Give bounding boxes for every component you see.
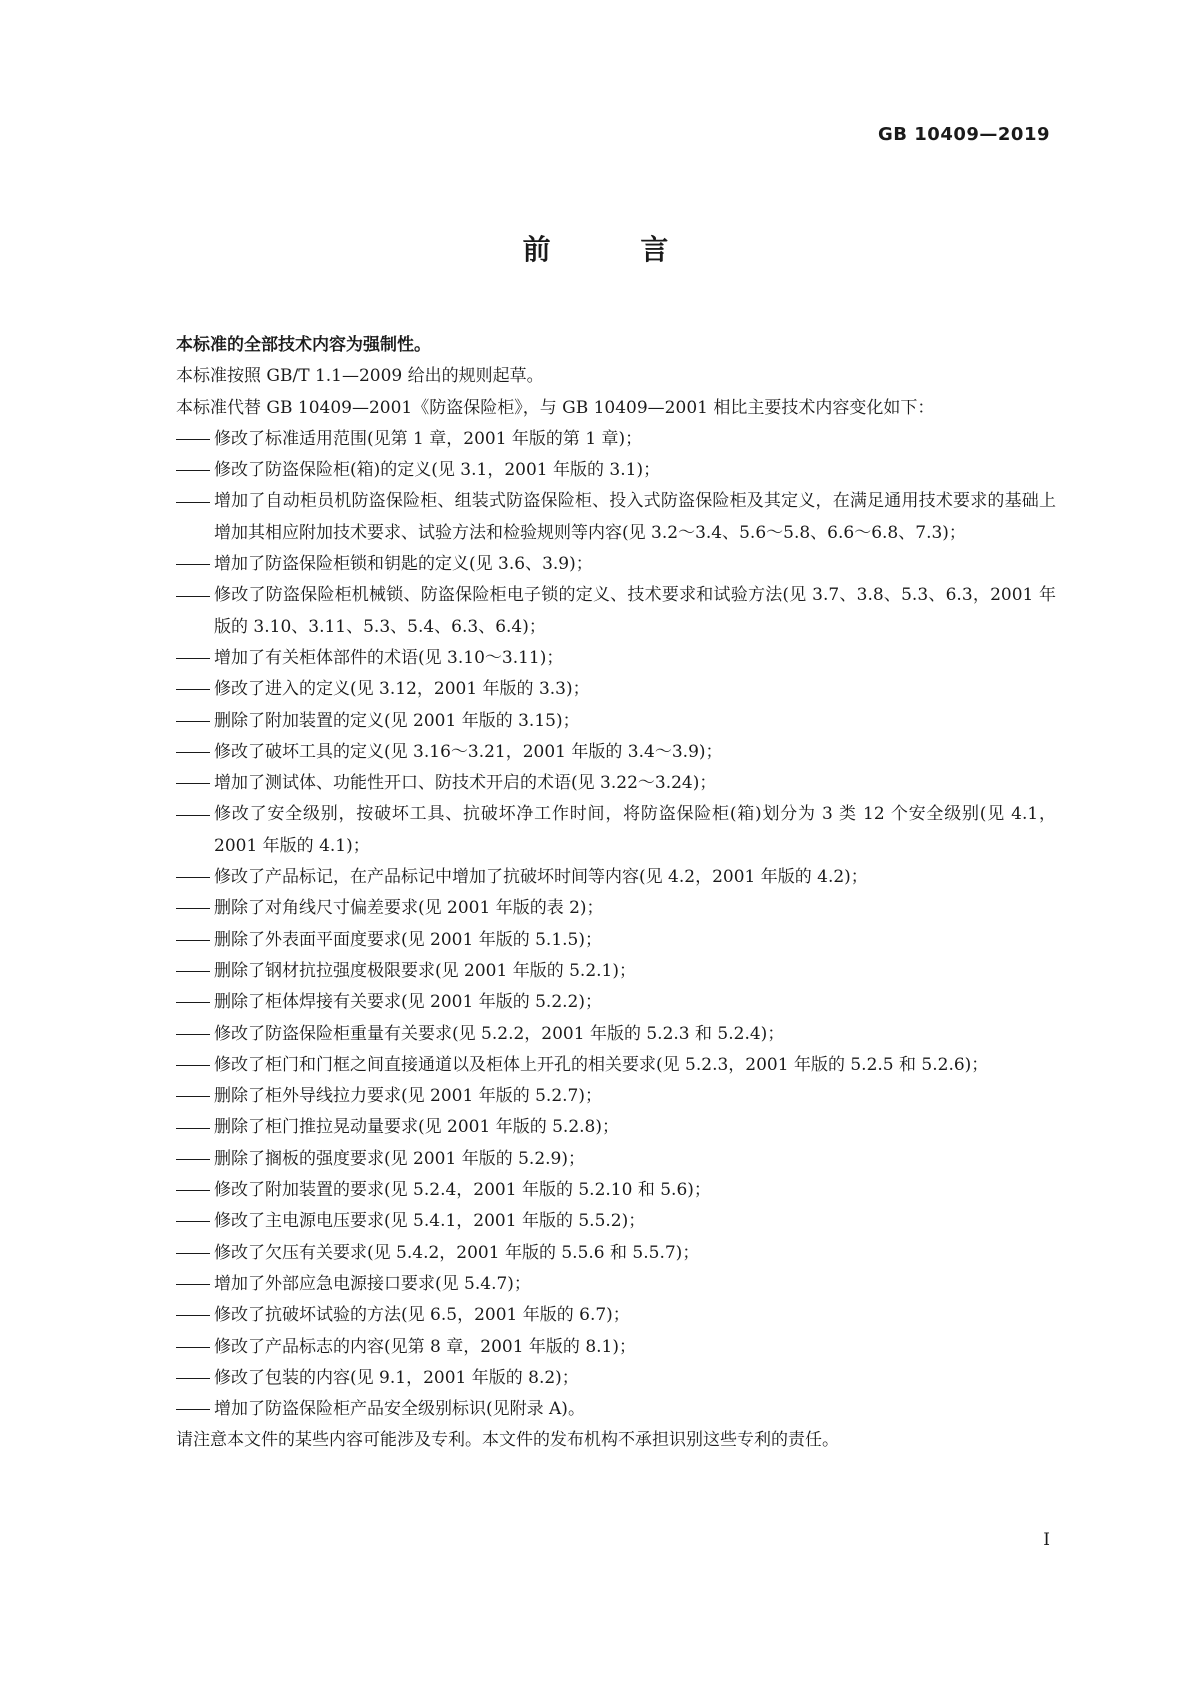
change-item-text: 修改了产品标志的内容(见第 8 章，2001 年版的 8.1)； xyxy=(214,1336,636,1357)
change-item xyxy=(176,799,1056,862)
change-item xyxy=(176,1332,1056,1363)
em-dash-marker xyxy=(176,455,214,486)
change-item xyxy=(176,1363,1056,1394)
change-item-text: 修改了附加装置的要求(见 5.2.4，2001 年版的 5.2.10 和 5.6)； xyxy=(214,1180,711,1201)
change-item xyxy=(176,1081,1056,1112)
change-item xyxy=(176,455,1056,486)
em-dash-marker xyxy=(176,1081,214,1112)
change-item-text: 删除了柜外导线拉力要求(见 2001 年版的 5.2.7)； xyxy=(214,1086,602,1107)
em-dash-marker xyxy=(176,549,214,580)
em-dash-marker xyxy=(176,706,214,737)
change-item xyxy=(176,956,1056,987)
change-item-text: 修改了产品标记，在产品标记中增加了抗破坏时间等内容(见 4.2，2001 年版的 4.2)； xyxy=(214,867,868,888)
changes-list xyxy=(176,424,1056,1426)
change-item-text: 修改了安全级别，按破坏工具、抗破坏净工作时间，将防盗保险柜(箱)划分为 3 类 12 个安全级别(见 4.1，2001 年版的 4.1)； xyxy=(214,804,1056,856)
em-dash-marker xyxy=(176,1332,214,1363)
em-dash-marker xyxy=(176,768,214,799)
change-item-text: 修改了包装的内容(见 9.1，2001 年版的 8.2)； xyxy=(214,1367,579,1388)
change-item xyxy=(176,580,1056,643)
change-item-text: 删除了钢材抗拉强度极限要求(见 2001 年版的 5.2.1)； xyxy=(214,960,636,981)
change-item-text: 增加了外部应急电源接口要求(见 5.4.7)； xyxy=(214,1273,531,1294)
em-dash-marker xyxy=(176,486,214,517)
change-item xyxy=(176,674,1056,705)
change-item-text: 删除了搁板的强度要求(见 2001 年版的 5.2.9)； xyxy=(214,1148,585,1169)
change-item xyxy=(176,862,1056,893)
change-item xyxy=(176,1050,1056,1081)
drafting-rules-statement: 本标准按照 GB/T 1.1—2009 给出的规则起草。 xyxy=(176,366,544,387)
change-item xyxy=(176,1269,1056,1300)
change-item xyxy=(176,737,1056,768)
change-item-text: 修改了防盗保险柜(箱)的定义(见 3.1，2001 年版的 3.1)； xyxy=(214,460,661,481)
change-item-text: 增加了测试体、功能性开口、防技术开启的术语(见 3.22～3.24)； xyxy=(214,773,717,794)
em-dash-marker xyxy=(176,956,214,987)
em-dash-marker xyxy=(176,862,214,893)
em-dash-marker xyxy=(176,799,214,830)
patent-notice: 请注意本文件的某些内容可能涉及专利。本文件的发布机构不承担识别这些专利的责任。 xyxy=(176,1430,839,1451)
mandatory-statement: 本标准的全部技术内容为强制性。 xyxy=(176,335,431,355)
change-item xyxy=(176,1019,1056,1050)
change-item xyxy=(176,549,1056,580)
replacement-statement: 本标准代替 GB 10409—2001《防盗保险柜》，与 GB 10409—2001 相比主要技术内容变化如下： xyxy=(176,397,935,418)
em-dash-marker xyxy=(176,1144,214,1175)
change-item-text: 修改了主电源电压要求(见 5.4.1，2001 年版的 5.5.2)； xyxy=(214,1211,646,1232)
em-dash-marker xyxy=(176,1175,214,1206)
change-item-text: 删除了对角线尺寸偏差要求(见 2001 年版的表 2)； xyxy=(214,898,604,919)
change-item-text: 修改了抗破坏试验的方法(见 6.5，2001 年版的 6.7)； xyxy=(214,1305,630,1326)
em-dash-marker xyxy=(176,925,214,956)
change-item xyxy=(176,1144,1056,1175)
change-item-text: 增加了自动柜员机防盗保险柜、组装式防盗保险柜、投入式防盗保险柜及其定义，在满足通用技术要求的基础上增加其相应附加技术要求、试验方法和检验规则等内容(见 3.2～3.4、5.6～5.8、6.6～6.8、7.3)； xyxy=(214,491,1056,543)
em-dash-marker xyxy=(176,424,214,455)
change-item-text: 修改了破坏工具的定义(见 3.16～3.21，2001 年版的 3.4～3.9)； xyxy=(214,741,723,762)
change-item xyxy=(176,486,1056,549)
change-item-text: 修改了防盗保险柜重量有关要求(见 5.2.2，2001 年版的 5.2.3 和 5.2.4)； xyxy=(214,1023,785,1044)
em-dash-marker xyxy=(176,1300,214,1331)
em-dash-marker xyxy=(176,1238,214,1269)
change-item-text: 增加了有关柜体部件的术语(见 3.10～3.11)； xyxy=(214,647,564,668)
em-dash-marker xyxy=(176,893,214,924)
standard-number: GB 10409—2019 xyxy=(878,124,1050,145)
change-item-text: 删除了外表面平面度要求(见 2001 年版的 5.1.5)； xyxy=(214,929,602,950)
em-dash-marker xyxy=(176,1363,214,1394)
em-dash-marker xyxy=(176,1050,214,1081)
change-item xyxy=(176,925,1056,956)
change-item xyxy=(176,643,1056,674)
change-item xyxy=(176,424,1056,455)
em-dash-marker xyxy=(176,1206,214,1237)
change-item xyxy=(176,1112,1056,1143)
change-item xyxy=(176,706,1056,737)
page-title: 前 言 xyxy=(522,233,709,266)
em-dash-marker xyxy=(176,1112,214,1143)
change-item-text: 删除了附加装置的定义(见 2001 年版的 3.15)； xyxy=(214,710,580,731)
em-dash-marker xyxy=(176,1394,214,1425)
page-number: I xyxy=(1043,1530,1050,1550)
change-item-text: 增加了防盗保险柜锁和钥匙的定义(见 3.6、3.9)； xyxy=(214,554,593,575)
em-dash-marker xyxy=(176,987,214,1018)
change-item-text: 修改了标准适用范围(见第 1 章，2001 年版的第 1 章)； xyxy=(214,428,643,449)
change-item-text: 删除了柜门推拉晃动量要求(见 2001 年版的 5.2.8)； xyxy=(214,1117,619,1138)
change-item-text: 修改了进入的定义(见 3.12，2001 年版的 3.3)； xyxy=(214,679,590,700)
change-item-text: 删除了柜体焊接有关要求(见 2001 年版的 5.2.2)； xyxy=(214,992,602,1013)
em-dash-marker xyxy=(176,643,214,674)
em-dash-marker xyxy=(176,1269,214,1300)
change-item-text: 增加了防盗保险柜产品安全级别标识(见附录 A)。 xyxy=(214,1399,585,1420)
em-dash-marker xyxy=(176,674,214,705)
change-item xyxy=(176,1300,1056,1331)
em-dash-marker xyxy=(176,580,214,611)
change-item xyxy=(176,1394,1056,1425)
change-item-text: 修改了柜门和门框之间直接通道以及柜体上开孔的相关要求(见 5.2.3，2001 年版的 5.2.5 和 5.2.6)； xyxy=(214,1054,989,1075)
change-item xyxy=(176,1206,1056,1237)
change-item xyxy=(176,768,1056,799)
change-item xyxy=(176,893,1056,924)
change-item xyxy=(176,1175,1056,1206)
change-item xyxy=(176,1238,1056,1269)
document-body xyxy=(176,330,1056,1457)
em-dash-marker xyxy=(176,737,214,768)
change-item xyxy=(176,987,1056,1018)
em-dash-marker xyxy=(176,1019,214,1050)
change-item-text: 修改了欠压有关要求(见 5.4.2，2001 年版的 5.5.6 和 5.5.7)； xyxy=(214,1242,700,1263)
change-item-text: 修改了防盗保险柜机械锁、防盗保险柜电子锁的定义、技术要求和试验方法(见 3.7、3.8、5.3、6.3，2001 年版的 3.10、3.11、5.3、5.4、6.3、6.4)； xyxy=(214,585,1056,637)
